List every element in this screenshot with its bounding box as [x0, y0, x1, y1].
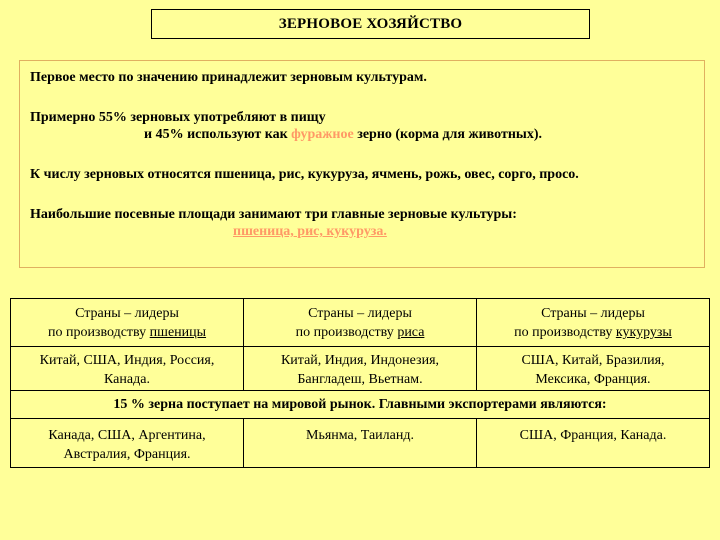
exporters-wheat — [11, 419, 243, 467]
info-line-2b — [30, 126, 694, 143]
main-crops: пшеница, рис, кукуруза. — [233, 224, 387, 239]
header-wheat-line1: Страны – лидеры — [75, 306, 179, 321]
exporters-wheat-line1: Канада, США, Аргентина, — [48, 428, 206, 443]
producers-wheat-line2: Канада. — [104, 372, 150, 387]
header-corn-crop: кукурузы — [615, 325, 672, 340]
info-line-1: Первое место по значению принадлежит зерновым культурам. — [30, 70, 427, 85]
header-wheat-line2 — [48, 323, 206, 342]
exporters-rice-line1: Мьянма, Таиланд. — [306, 428, 414, 443]
producers-corn-line2: Мексика, Франция. — [535, 372, 651, 387]
producers-rice-line2: Бангладеш, Вьетнам. — [297, 372, 423, 387]
header-rice-pre: по производству — [295, 325, 398, 340]
header-rice-crop: риса — [397, 325, 425, 340]
export-note: 15 % зерна поступает на мировой рынок. Главными экспортерами являются: — [113, 396, 607, 412]
exporters-wheat-line2: Австралия, Франция. — [63, 447, 191, 462]
header-corn-line2 — [514, 323, 672, 342]
table-row-export-note — [11, 391, 709, 419]
table-row-headers — [11, 299, 709, 347]
header-rice — [243, 299, 476, 346]
info-line-2b-post: зерно (корма для животных). — [353, 127, 542, 142]
info-line-3: К числу зерновых относятся пшеница, рис, кукуруза, ячмень, рожь, овес, сорго, просо. — [30, 167, 579, 182]
table-row-exporters — [11, 419, 709, 467]
exporters-corn — [476, 419, 709, 467]
leaders-table — [10, 298, 710, 468]
page-title: ЗЕРНОВОЕ ХОЗЯЙСТВО — [151, 9, 590, 39]
producers-rice-line1: Китай, Индия, Индонезия, — [280, 353, 440, 368]
table-row-producers — [11, 347, 709, 391]
info-box — [19, 60, 705, 268]
header-rice-line1: Страны – лидеры — [308, 306, 412, 321]
header-corn-line1: Страны – лидеры — [541, 306, 645, 321]
header-corn — [476, 299, 709, 346]
header-rice-line2 — [296, 323, 425, 342]
producers-wheat — [11, 347, 243, 390]
exporters-rice — [243, 419, 476, 467]
info-line-2a: Примерно 55% зерновых употребляют в пищу — [30, 110, 326, 125]
header-wheat — [11, 299, 243, 346]
producers-corn — [476, 347, 709, 390]
producers-wheat-line1: Китай, США, Индия, Россия, — [39, 353, 215, 368]
fodder-term: фуражное — [291, 127, 354, 142]
exporters-corn-line1: США, Франция, Канада. — [519, 428, 667, 443]
producers-rice — [243, 347, 476, 390]
info-line-2b-pre: и 45% используют как — [144, 127, 292, 142]
header-corn-pre: по производству — [514, 325, 616, 340]
info-line-4a: Наибольшие посевные площади занимают три главные зерновые культуры: — [30, 207, 517, 222]
header-wheat-crop: пшеницы — [149, 325, 207, 340]
producers-corn-line1: США, Китай, Бразилия, — [521, 353, 665, 368]
header-wheat-pre: по производству — [47, 325, 150, 340]
